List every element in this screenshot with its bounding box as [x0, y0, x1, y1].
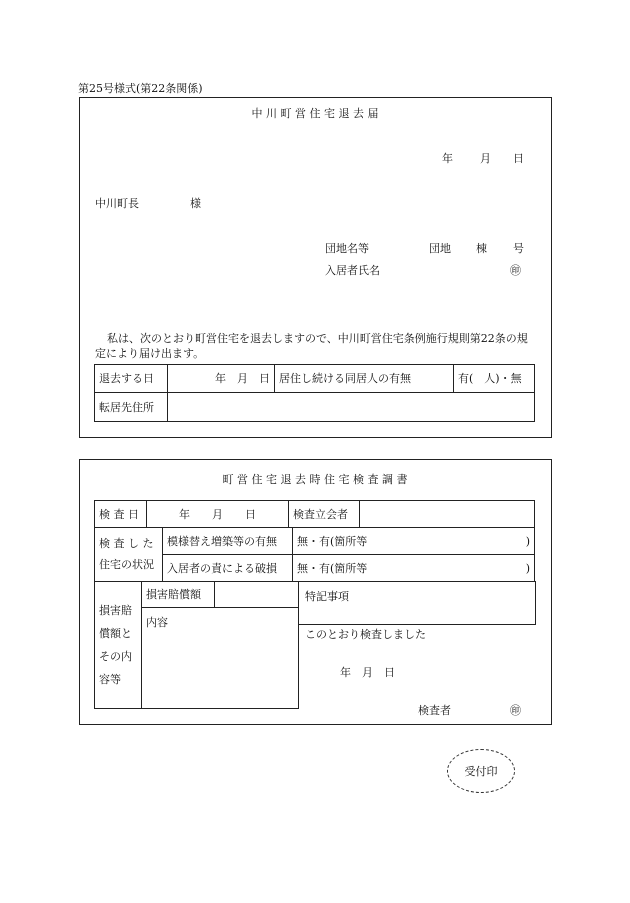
special-notes-label: 特記事項	[305, 590, 349, 603]
inspector-label: 検査者	[418, 704, 451, 717]
notice-date-day: 日	[513, 152, 524, 165]
compensation-amount-label: 損害賠償額	[142, 582, 215, 608]
inspection-title: 町 営 住 宅 退 去 時 住 宅 検 査 調 書	[222, 473, 408, 486]
alteration-value: 無・有(箇所等	[297, 534, 368, 548]
special-notes-box	[298, 581, 536, 625]
cohabitant-label: 居住し続ける同居人の有無	[275, 365, 454, 393]
status-label	[95, 528, 163, 582]
witness-value	[360, 501, 535, 528]
confirm-text: このとおり検査しました	[305, 628, 426, 641]
confirm-date: 年 月 日	[340, 666, 395, 679]
notice-date-month: 月	[480, 152, 491, 165]
inspection-table-status	[94, 527, 535, 582]
compensation-table	[94, 581, 299, 709]
form-number: 第25号様式(第22条関係)	[78, 82, 203, 95]
move-out-date-label: 退去する日	[95, 365, 168, 393]
alteration-close: )	[525, 534, 530, 548]
witness-label: 検査立会者	[289, 501, 360, 528]
cohabitant-value: 有( 人)・無	[454, 365, 535, 393]
resident-name-label: 入居者氏名	[325, 264, 380, 277]
damage-value: 無・有(箇所等	[297, 561, 368, 575]
inspection-date-value: 年 月 日	[147, 501, 289, 528]
alteration-label: 模様替え増築等の有無	[163, 528, 293, 555]
inspection-date-label: 検 査 日	[95, 501, 147, 528]
compensation-label-line2: 償額と	[99, 626, 132, 640]
status-label-line1: 検 査 し た	[99, 536, 154, 550]
damage-cell	[293, 555, 535, 582]
building-unit: 棟	[476, 242, 487, 255]
complex-label: 団地名等	[325, 242, 369, 255]
compensation-label	[95, 582, 142, 709]
addressee: 中川町長	[95, 197, 139, 210]
compensation-amount-value	[215, 582, 299, 608]
notice-body-line1: 私は、次のとおり町営住宅を退去しますので、中川町営住宅条例施行規則第22条の規	[107, 332, 528, 345]
complex-unit: 団地	[429, 242, 451, 255]
compensation-label-line3: その内	[99, 650, 132, 663]
notice-body-line2: 定により届け出ます。	[95, 347, 205, 360]
inspector-seal: ㊞	[510, 704, 521, 717]
compensation-label-line4: 容等	[99, 673, 121, 687]
status-label-line2: 住宅の状況	[99, 557, 154, 571]
reception-stamp-label: 受付印	[464, 765, 498, 778]
move-out-date-value: 年 月 日	[168, 365, 275, 393]
reception-stamp	[447, 749, 515, 793]
alteration-cell	[293, 528, 535, 555]
damage-close: )	[525, 561, 530, 575]
damage-label: 入居者の責による破損	[163, 555, 293, 582]
notice-date-year: 年	[442, 152, 453, 165]
notice-title: 中 川 町 営 住 宅 退 去 届	[251, 107, 379, 120]
resident-seal: ㊞	[510, 264, 521, 277]
room-unit: 号	[513, 242, 524, 255]
new-address-value	[168, 393, 535, 422]
notice-table	[94, 364, 535, 422]
content-cell	[142, 608, 299, 709]
compensation-label-line1: 損害賠	[99, 603, 132, 617]
inspection-table-top	[94, 500, 535, 528]
content-label: 内容	[146, 616, 168, 629]
addressee-honorific: 様	[190, 197, 201, 210]
new-address-label: 転居先住所	[95, 393, 168, 422]
